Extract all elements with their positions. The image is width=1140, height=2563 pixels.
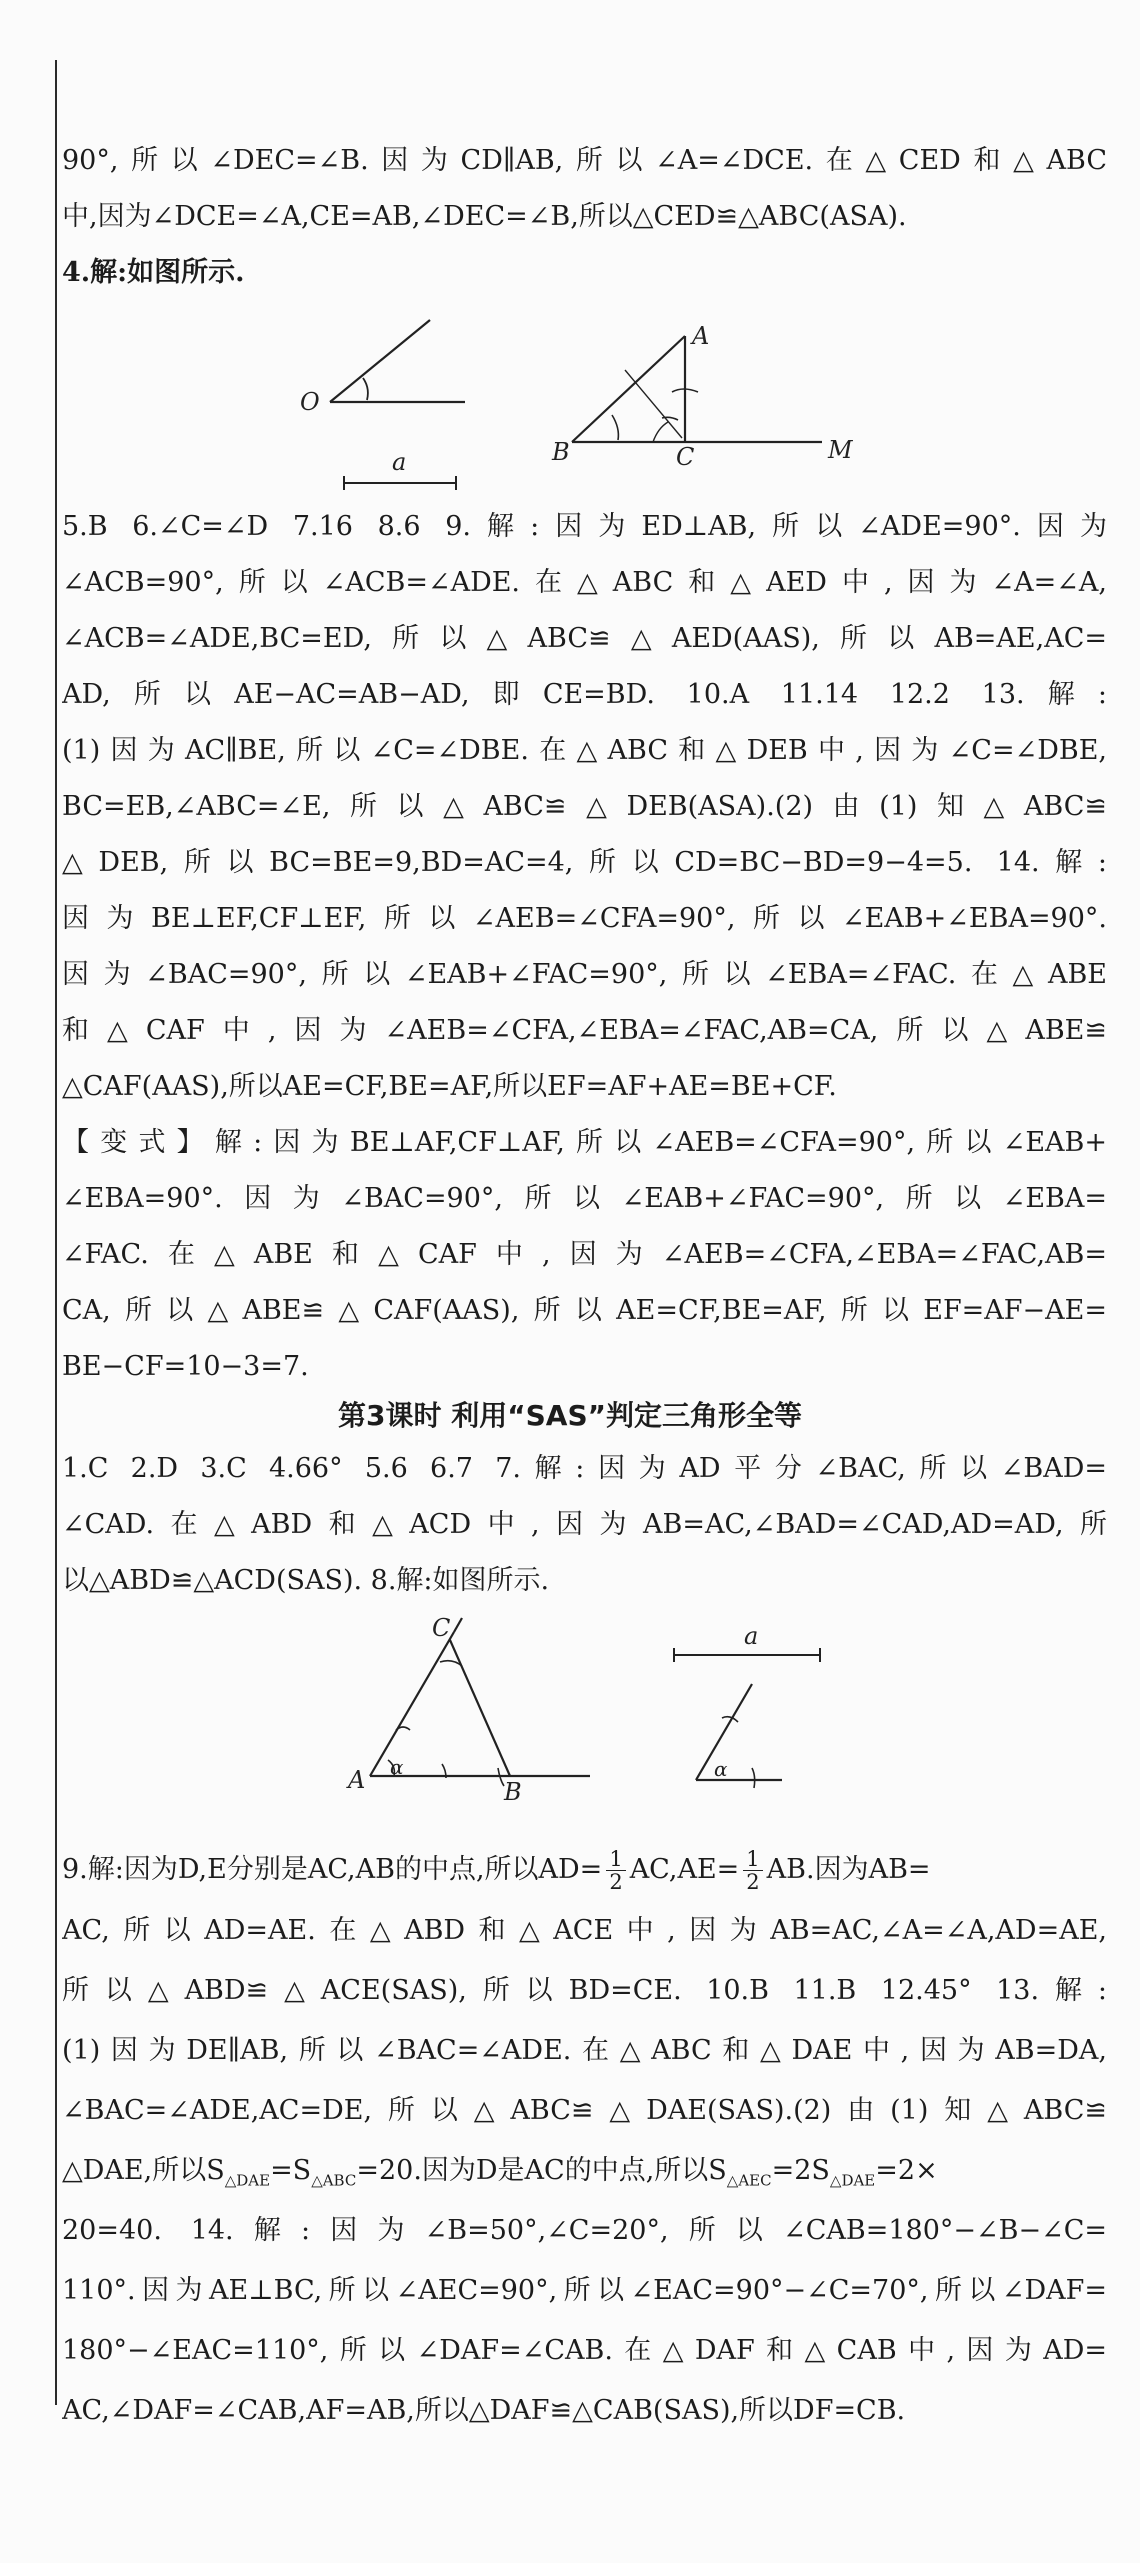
text-line-with-fractions xyxy=(62,1848,1107,1893)
fraction xyxy=(743,1848,762,1893)
text-segment: =2× xyxy=(875,2155,938,2186)
left-margin-rule xyxy=(55,60,57,2405)
text-line: 因为∠BAC=90°,所以∠EAB+∠FAC=90°,所以∠EBA=∠FAC.在△ABE xyxy=(62,959,1107,990)
text-line: ∠BAC=∠ADE,AC=DE,所以△ABC≌△DAE(SAS).(2)由(1)知△ABC≌ xyxy=(62,2095,1107,2126)
text-line: AD,所以AE−AC=AB−AD,即CE=BD. 10.A 11.14 12.2 13.解: xyxy=(62,679,1107,710)
point-label-m: M xyxy=(828,436,853,464)
text-line: CA,所以△ABE≌△CAF(AAS),所以AE=CF,BE=AF,所以EF=AF−AE= xyxy=(62,1295,1107,1326)
text-line: 4.解:如图所示. xyxy=(62,257,245,288)
text-line: 180°−∠EAC=110°,所以∠DAF=∠CAB.在△DAF和△CAB中,因为AD= xyxy=(62,2335,1107,2366)
subscript: △DAE xyxy=(224,2171,271,2190)
text-line: 【变式】解:因为BE⊥AF,CF⊥AF,所以∠AEB=∠CFA=90°,所以∠EAB+ xyxy=(62,1127,1107,1158)
text-line: 5.B 6.∠C=∠D 7.16 8.6 9.解:因为ED⊥AB,所以∠ADE=90°.因为 xyxy=(62,511,1107,542)
section-heading: 第3课时 利用“SAS”判定三角形全等 xyxy=(337,1399,803,1432)
point-label-a: A xyxy=(348,1766,366,1794)
text-line: AC,∠DAF=∠CAB,AF=AB,所以△DAF≌△CAB(SAS),所以DF=CB. xyxy=(62,2395,906,2426)
text-line: 中,因为∠DCE=∠A,CE=AB,∠DEC=∠B,所以△CED≌△ABC(ASA). xyxy=(62,201,907,232)
text-line: ∠EBA=90°.因为∠BAC=90°,所以∠EAB+∠FAC=90°,所以∠EBA= xyxy=(62,1183,1107,1214)
text-line: ∠ACB=∠ADE,BC=ED,所以△ABC≌△AED(AAS),所以AB=AE,AC= xyxy=(62,623,1107,654)
text-line-with-subscripts xyxy=(62,2152,1107,2199)
figure-8-given xyxy=(660,1610,860,1810)
text-line: BE−CF=10−3=7. xyxy=(62,1351,309,1382)
subscript: △ABC xyxy=(311,2171,357,2190)
figure-4-triangle xyxy=(550,320,870,470)
text-line: △CAF(AAS),所以AE=CF,BE=AF,所以EF=AF+AE=BE+CF. xyxy=(62,1071,837,1102)
angle-label-alpha: α xyxy=(390,1755,404,1779)
point-label-c: C xyxy=(432,1614,451,1642)
point-label-b: B xyxy=(504,1778,522,1806)
figure-8-triangle xyxy=(340,1610,620,1810)
text-segment: =S xyxy=(270,2155,312,2186)
text-line: (1)因为AC∥BE,所以∠C=∠DBE.在△ABC和△DEB中,因为∠C=∠DBE, xyxy=(62,735,1107,766)
text-segment: =20.因为D是AC的中点,所以S xyxy=(356,2155,727,2186)
point-label-b: B xyxy=(552,438,570,466)
text-line: ∠FAC.在△ABE和△CAF中,因为∠AEB=∠CFA,∠EBA=∠FAC,AB= xyxy=(62,1239,1107,1270)
vertex-label-o: O xyxy=(300,388,320,416)
text-line: 20=40. 14.解:因为∠B=50°,∠C=20°,所以∠CAB=180°−∠B−∠C= xyxy=(62,2215,1107,2246)
text-line: 所以△ABD≌△ACE(SAS),所以BD=CE. 10.B 11.B 12.45° 13.解: xyxy=(62,1975,1107,2006)
fraction-numerator: 1 xyxy=(606,1848,625,1871)
segment-label-a: a xyxy=(392,448,407,476)
segment-label-a: a xyxy=(744,1622,759,1650)
text-segment: △DAE,所以S xyxy=(62,2155,225,2186)
subscript: △AEC xyxy=(726,2171,772,2190)
fraction-denominator: 2 xyxy=(609,1870,623,1893)
point-label-a: A xyxy=(692,322,710,350)
fraction xyxy=(606,1848,625,1893)
text-line: △DEB,所以BC=BE=9,BD=AC=4,所以CD=BC−BD=9−4=5. 14.解: xyxy=(62,847,1107,878)
text-line: 90°,所以∠DEC=∠B.因为CD∥AB,所以∠A=∠DCE.在△CED和△ABC xyxy=(62,145,1107,176)
text-segment: 9.解:因为D,E分别是AC,AB的中点,所以AD= xyxy=(62,1854,603,1885)
fraction-numerator: 1 xyxy=(743,1848,762,1871)
text-segment: =2S xyxy=(771,2155,830,2186)
text-line: (1)因为DE∥AB,所以∠BAC=∠ADE.在△ABC和△DAE中,因为AB=DA, xyxy=(62,2035,1107,2066)
text-line: BC=EB,∠ABC=∠E,所以△ABC≌△DEB(ASA).(2)由(1)知△ABC≌ xyxy=(62,791,1107,822)
text-line: AC,所以AD=AE.在△ABD和△ACE中,因为AB=AC,∠A=∠A,AD=AE, xyxy=(62,1915,1107,1946)
text-line: 因为BE⊥EF,CF⊥EF,所以∠AEB=∠CFA=90°,所以∠EAB+∠EBA=90°. xyxy=(62,903,1107,934)
figure-4-angle xyxy=(300,300,500,500)
point-label-c: C xyxy=(676,443,695,471)
text-line: 以△ABD≌△ACD(SAS). 8.解:如图所示. xyxy=(62,1565,550,1596)
text-line: 1.C 2.D 3.C 4.66° 5.6 6.7 7.解:因为AD平分∠BAC,所以∠BAD= xyxy=(62,1453,1107,1484)
subscript: △DAE xyxy=(829,2171,876,2190)
text-line: ∠ACB=90°,所以∠ACB=∠ADE.在△ABC和△AED中,因为∠A=∠A, xyxy=(62,567,1107,598)
text-line: 和△CAF中,因为∠AEB=∠CFA,∠EBA=∠FAC,AB=CA,所以△ABE≌ xyxy=(62,1015,1107,1046)
text-segment: AB.因为AB= xyxy=(766,1854,931,1885)
text-line: ∠CAD.在△ABD和△ACD中,因为AB=AC,∠BAD=∠CAD,AD=AD,所 xyxy=(62,1509,1107,1540)
text-line: 110°.因为AE⊥BC,所以∠AEC=90°,所以∠EAC=90°−∠C=70°,所以∠DAF= xyxy=(62,2275,1107,2306)
angle-label-alpha: α xyxy=(714,1757,728,1781)
fraction-denominator: 2 xyxy=(746,1870,760,1893)
text-segment: AC,AE= xyxy=(629,1854,740,1885)
